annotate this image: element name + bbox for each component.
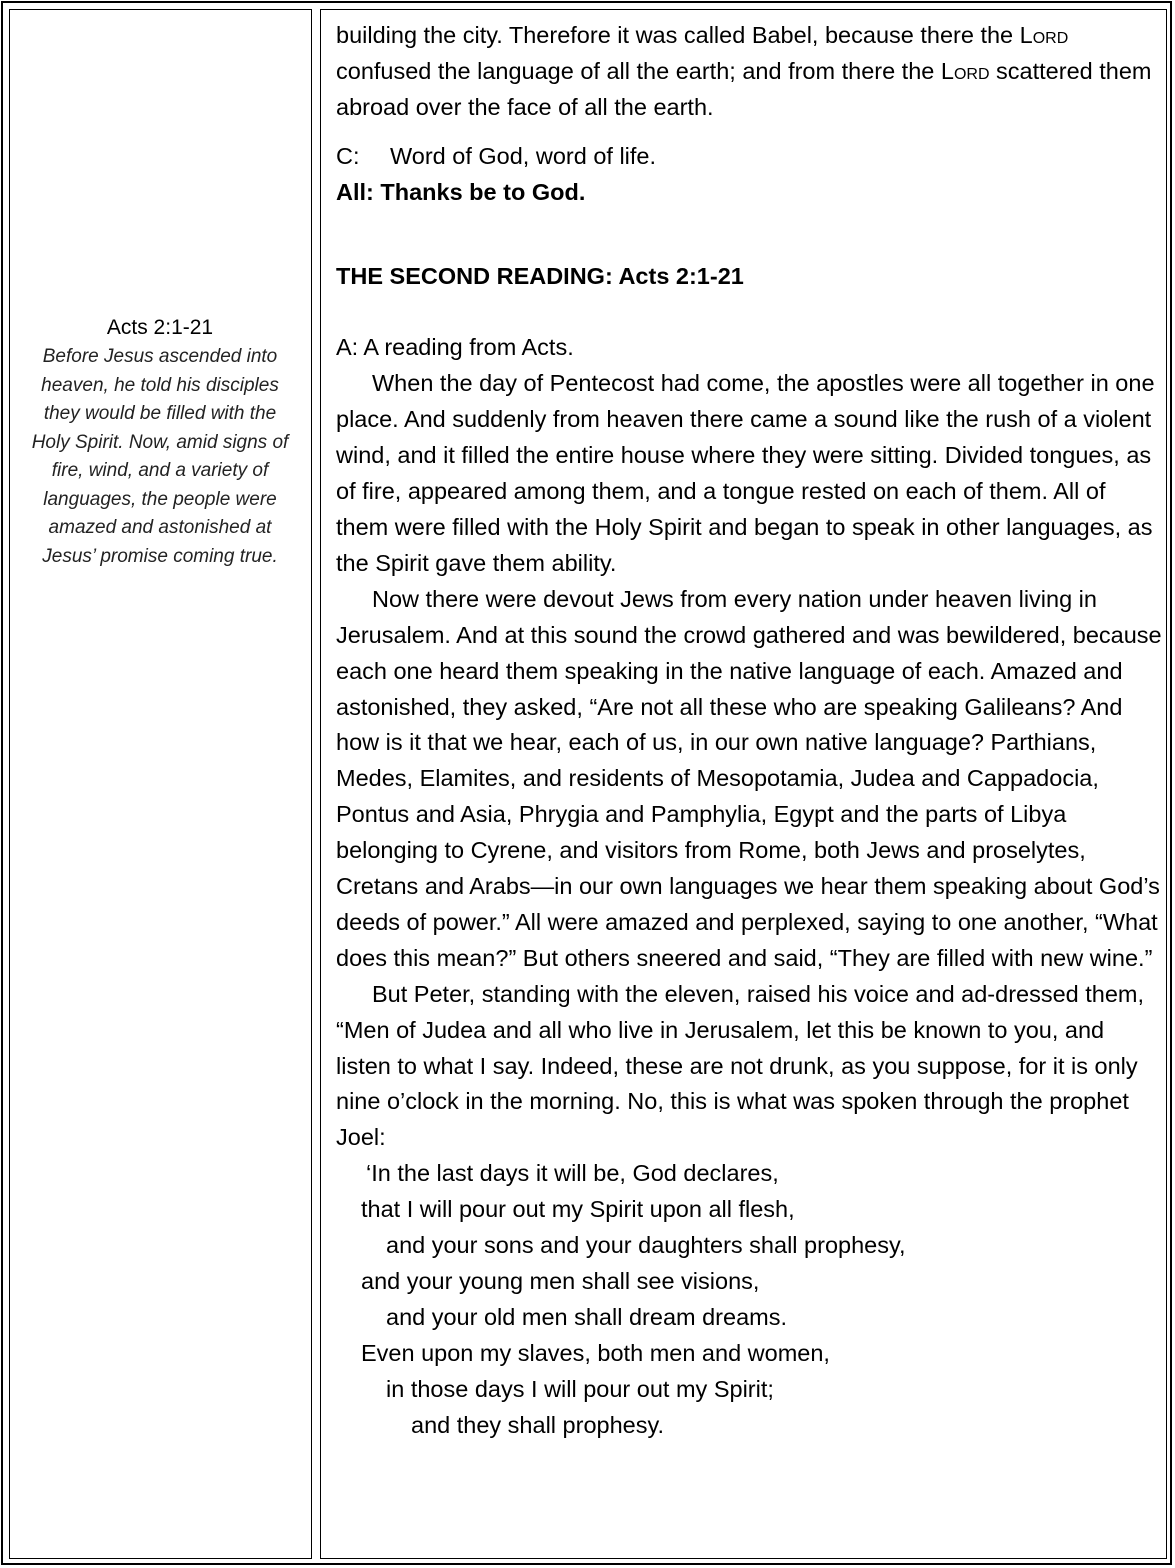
poetry-line: and they shall prophesy. [411,1411,665,1438]
congregation-response: All: Thanks be to God. [336,178,586,205]
first-reading-ending: building the city. Therefore it was called Babel, because there the Lord confused the language of all the earth; and from there the Lord scattered them abroad over the face of all the earth. [336,22,1152,120]
poetry-line: ‘In the last days it will be, God declares, [366,1160,779,1187]
prophecy-poetry [336,1156,1162,1443]
reading-content [336,18,1162,1444]
reading-paragraph: But Peter, standing with the eleven, raised his voice and ad-dressed them, “Men of Judea and all who live in Jerusalem, let this be known to you, and listen to what I say. Indeed, these are not drunk, as you suppose, for it is only nine o’clock in the morning. No, this is what was spoken through the prophet Joel: [336,980,1145,1151]
poetry-line: that I will pour out my Spirit upon all flesh, [361,1196,795,1223]
reading-paragraph: Now there were devout Jews from every nation under heaven living in Jerusalem. And at this sound the crowd gathered and was bewildered, because each one heard them speaking in the native language of each. Amazed and astonished, they asked, “Are not all these who are speaking Galileans? And how is it that we hear, each of us, in our own native language? Parthians, Medes, Elamites, and residents of Mesopotamia, Judea and Cappadocia, Pontus and Asia, Phrygia and Pamphylia, Egypt and the parts of Libya belonging to Cyrene, and visitors from Rome, both Jews and proselytes, Cretans and Arabs—in our own languages we hear them speaking about God’s deeds of power.” All were amazed and perplexed, saying to one another, “What does this mean?” But others sneered and said, “They are filled with new wine.” [336,585,1162,971]
reading-note [10,313,310,571]
main-column [320,9,1167,1559]
poetry-line: and your sons and your daughters shall prophesy, [386,1232,906,1259]
poetry-line: and your young men shall see visions, [361,1268,760,1294]
lord-smallcaps: Lord [940,57,990,84]
reading-paragraph: When the day of Pentecost had come, the apostles were all together in one place. And suddenly from heaven there came a sound like the rush of a violent wind, and it filled the entire house where they were sitting. Divided tongues, as of fire, appeared among them, and a tongue rested on each of them. All of them were filled with the Holy Spirit and began to speak in other languages, as the Spirit gave them ability. [336,370,1155,576]
celebrant-response: C: Word of God, word of life. [336,142,657,169]
note-reference: Acts 2:1-21 [106,316,214,339]
poetry-line: in those days I will pour out my Spirit; [386,1375,774,1402]
lord-smallcaps: Lord [1019,22,1069,48]
section-heading: THE SECOND READING: Acts 2:1-21 [336,262,744,289]
poetry-line: and your old men shall dream dreams. [386,1303,788,1330]
poetry-line: Even upon my slaves, both men and women, [361,1339,830,1366]
sidebar-column [9,9,312,1559]
reading-intro: A: A reading from Acts. [336,334,574,361]
note-text: Before Jesus ascended into heaven, he told his disciples they would be filled with the Holy Spirit. Now, amid signs of fire, wind, and a variety of languages, the people were amazed and astonished at Jesus’ promise coming true. [31,346,289,567]
